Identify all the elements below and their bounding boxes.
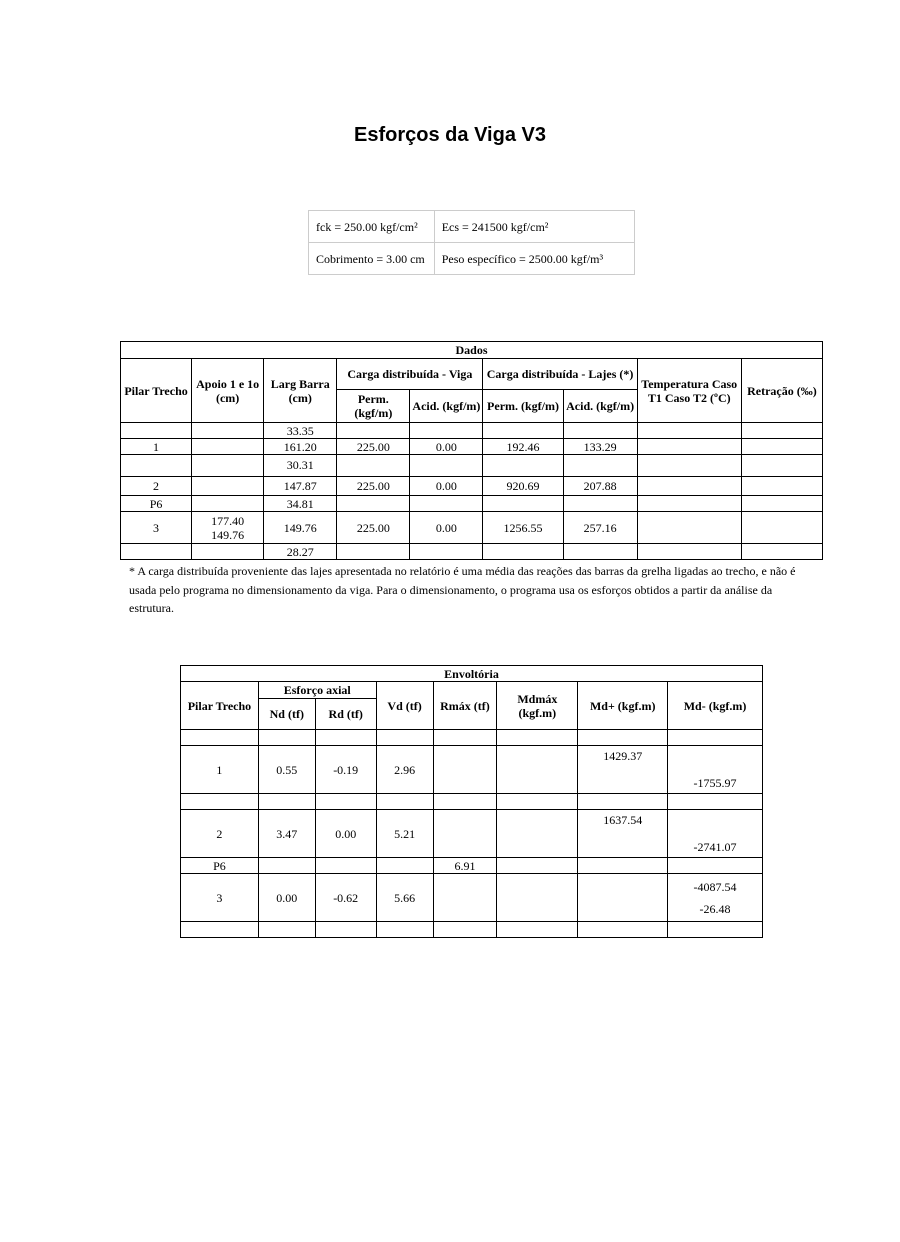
table-row: 2 3.47 0.00 5.21 1637.54 -2741.07 [181,810,763,858]
dados-table [120,341,823,560]
header-carga-viga: Carga distribuída - Viga [337,359,483,390]
header-viga-perm: Perm. (kgf/m) [337,390,410,423]
table-row: P6 34.81 [121,496,823,512]
header-carga-lajes: Carga distribuída - Lajes (*) [483,359,637,390]
dados-caption: Dados [121,342,823,359]
header-retracao: Retração (‰) [741,359,822,423]
header-mdmax: Mdmáx (kgf.m) [497,682,578,730]
header-temperatura: Temperatura Caso T1 Caso T2 (ºC) [637,359,741,423]
header-esforco-axial: Esforço axial [258,682,376,699]
table-row: 3 0.00 -0.62 5.66 -4087.54 -26.48 [181,874,763,922]
apoio-cell: 177.40 149.76 [192,512,264,544]
table-row: 1 161.20 225.00 0.00 192.46 133.29 [121,439,823,455]
table-row: 33.35 [121,423,823,439]
header-larg-barra: Larg Barra (cm) [264,359,337,423]
header-lajes-perm: Perm. (kgf/m) [483,390,563,423]
header-pilar: Pilar Trecho [121,359,192,423]
footnote: * A carga distribuída proveniente das lajes apresentada no relatório é uma média das reações das barras da grelha ligadas ao trecho, e não é usada pelo programa no dimensionamento da viga. Para o dimensionamento, o programa usa os esforços obtidos a partir da análise da estrutura. [129,564,796,615]
header-md-pos: Md+ (kgf.m) [578,682,668,730]
header-lajes-acid: Acid. (kgf/m) [563,390,637,423]
ecs-cell: Ecs = 241500 kgf/cm² [434,211,634,243]
table-row: P6 6.91 [181,858,763,874]
header-nd: Nd (tf) [258,699,315,730]
header-viga-acid: Acid. (kgf/m) [410,390,483,423]
table-row [181,922,763,938]
header-rmax: Rmáx (tf) [433,682,497,730]
page-title: Esforços da Viga V3 [354,124,546,146]
header-apoio: Apoio 1 e 1o (cm) [192,359,264,423]
table-row: 2 147.87 225.00 0.00 920.69 207.88 [121,477,823,496]
header-rd: Rd (tf) [315,699,376,730]
material-properties-table [308,210,635,275]
table-row [181,794,763,810]
header-vd: Vd (tf) [376,682,433,730]
table-row [181,730,763,746]
peso-especifico-cell: Peso específico = 2500.00 kgf/m³ [434,243,634,275]
table-row: 30.31 [121,455,823,477]
envoltoria-table [180,665,763,938]
header-md-neg: Md- (kgf.m) [668,682,763,730]
table-row: 28.27 [121,544,823,560]
envoltoria-caption: Envoltória [181,666,763,682]
cobrimento-cell: Cobrimento = 3.00 cm [309,243,435,275]
md-neg-cell: -4087.54 -26.48 [668,874,763,922]
header-pilar: Pilar Trecho [181,682,259,730]
fck-cell: fck = 250.00 kgf/cm² [309,211,435,243]
table-row: 1 0.55 -0.19 2.96 1429.37 -1755.97 [181,746,763,794]
table-row: 3 177.40 149.76 149.76 225.00 0.00 1256.55 257.16 [121,512,823,544]
